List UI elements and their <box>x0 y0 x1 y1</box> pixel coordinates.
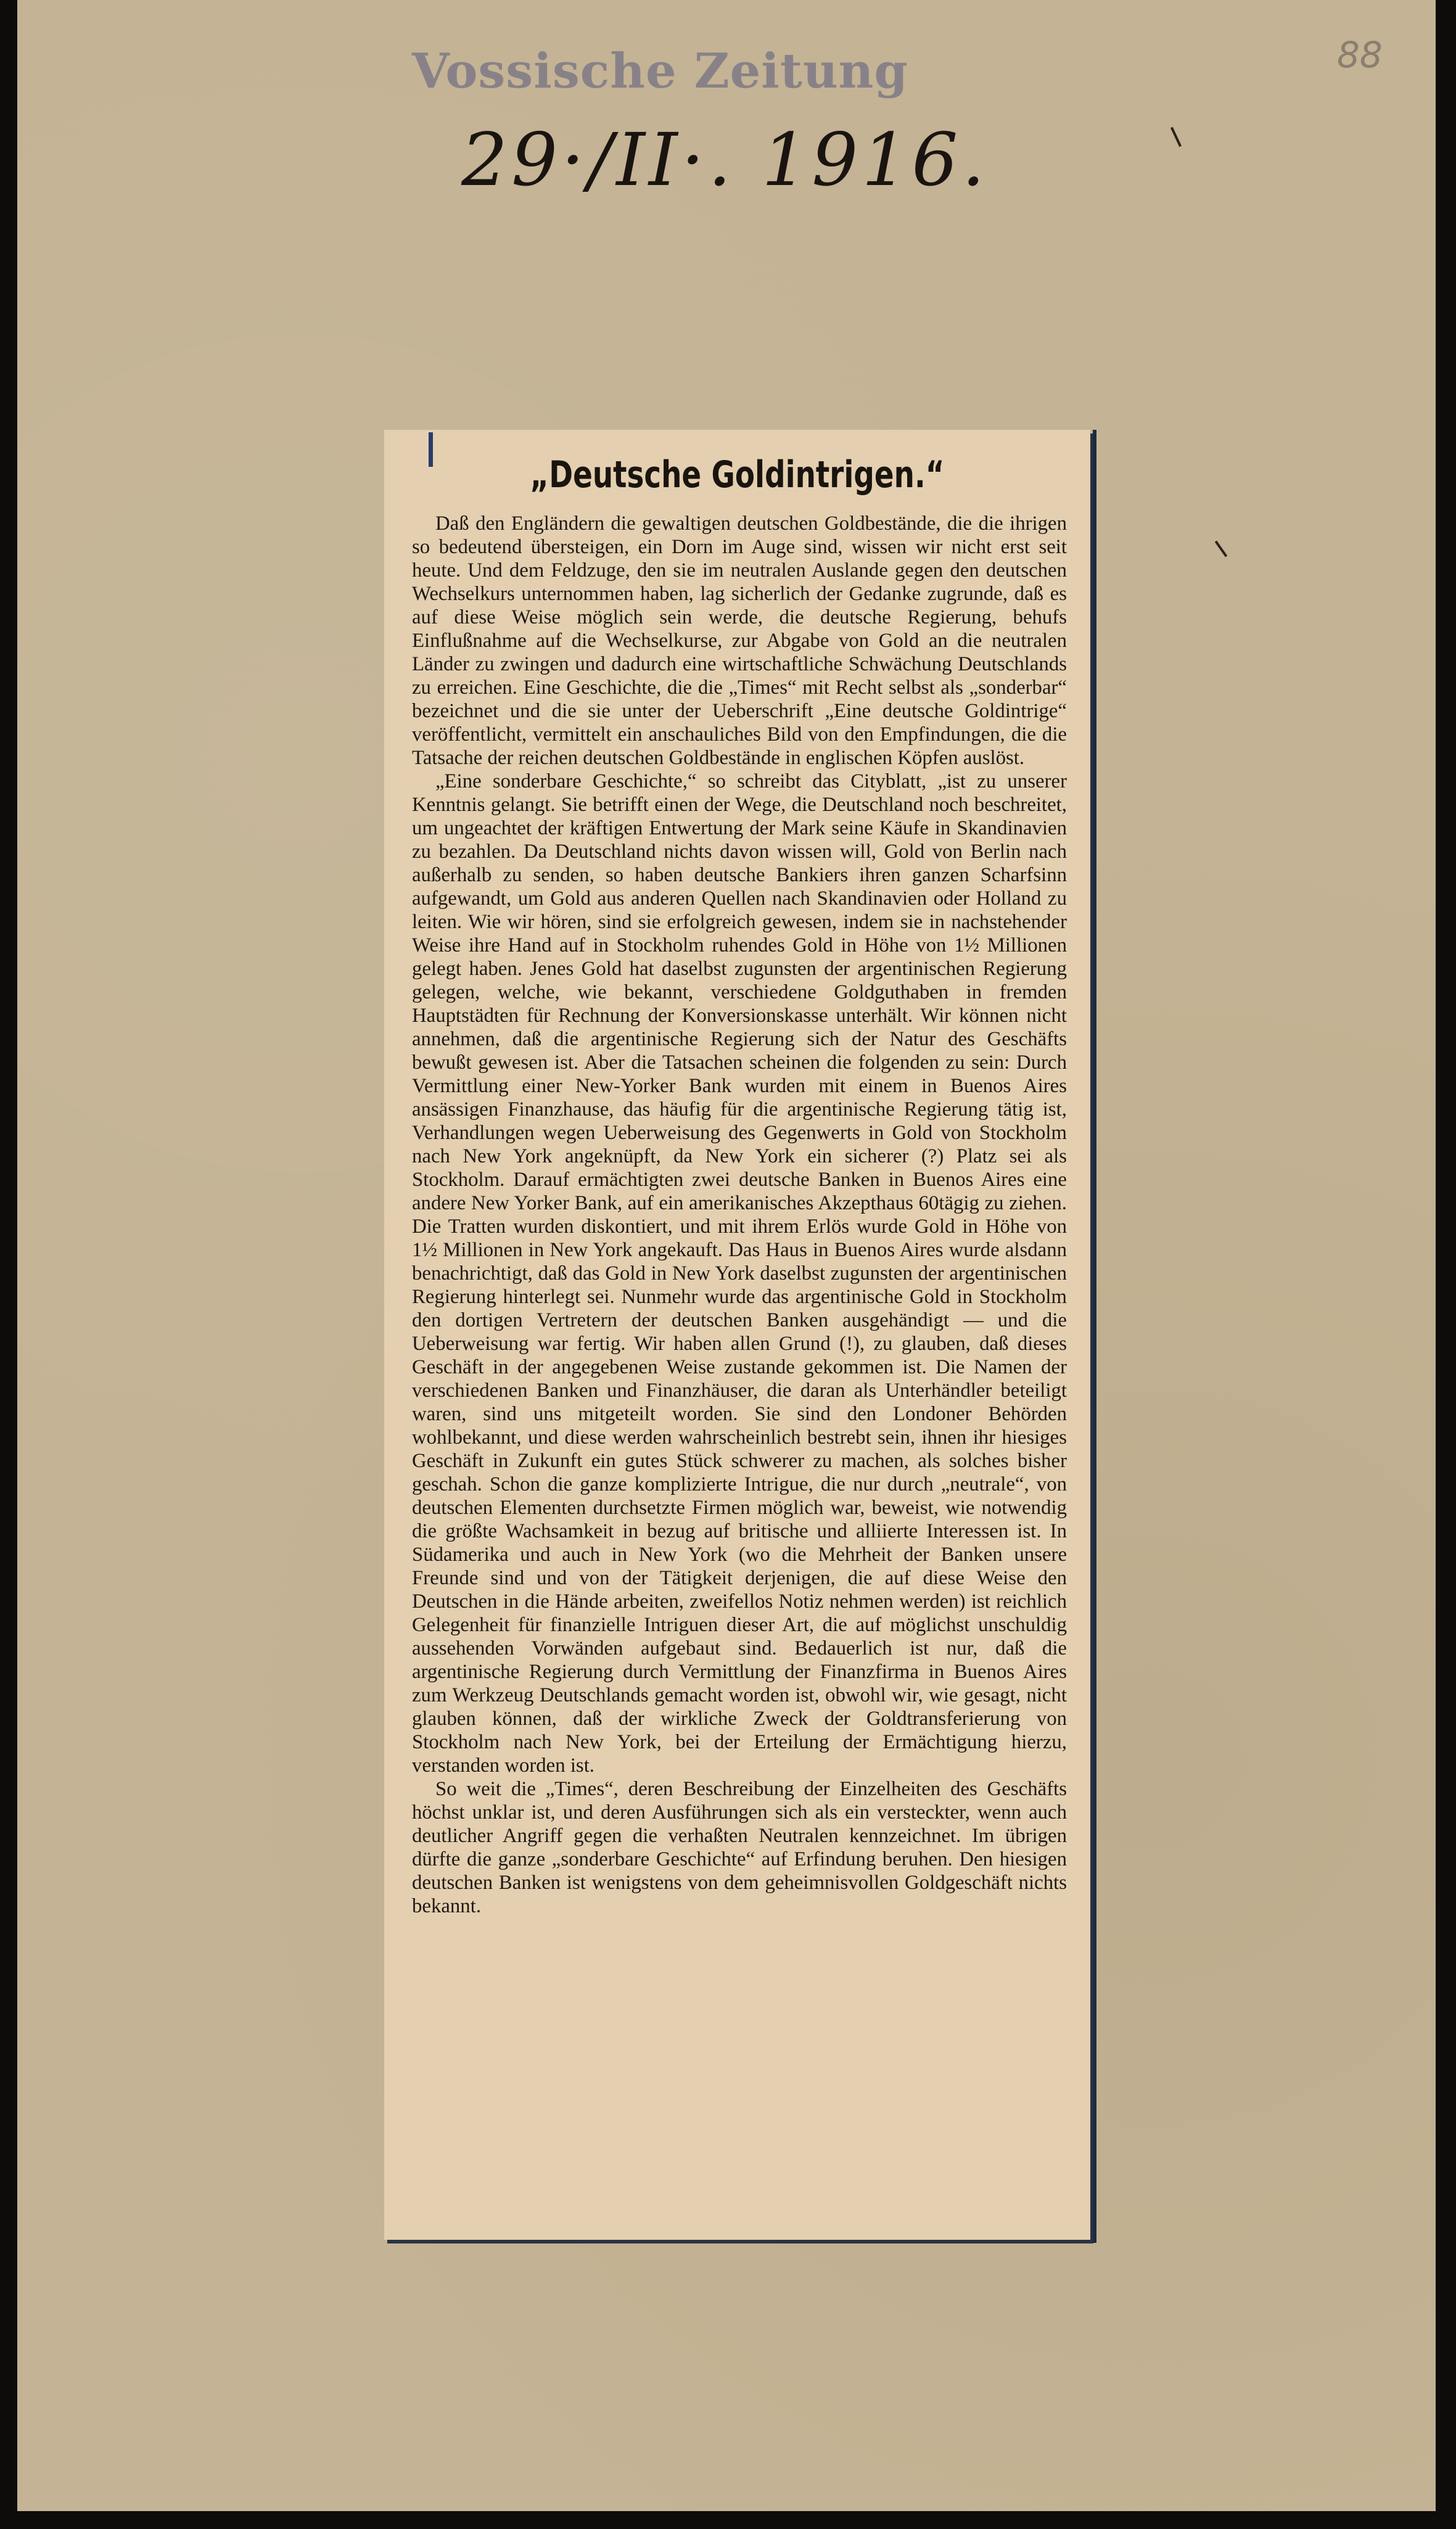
article-body <box>412 512 1067 1918</box>
article-headline: „Deutsche Goldintrigen.“ <box>530 453 945 496</box>
newspaper-clipping <box>384 430 1090 2240</box>
newspaper-stamp: Vossische Zeitung <box>412 43 908 99</box>
clipping-edge <box>1093 430 1096 2243</box>
article-paragraph: So weit die „Times“, deren Beschreibung der Einzelheiten des Geschäfts höchst unklar ist, und deren Ausführungen sich als ein versteckter, wenn auch deutlicher Angriff gegen die verhaßten Neutralen kennzeichnet. Im übrigen dürfte die ganze „sonderbare Geschichte“ auf Erfindung beruhen. Den hiesigen deutschen Banken ist wenigstens von dem geheimnisvollen Goldgeschäft nichts bekannt. <box>412 1778 1067 1917</box>
handwritten-date: 29·/II·. 1916. <box>461 117 989 202</box>
pencil-mark <box>1215 541 1227 557</box>
blue-pencil-mark <box>429 432 433 467</box>
pencil-mark <box>1170 127 1182 147</box>
archive-sheet <box>17 0 1436 2511</box>
article-paragraph: „Eine sonderbare Geschichte,“ so schreibt das Cityblatt, „ist zu unserer Kenntnis gelangt. Sie betrifft einen der Wege, die Deutschland noch beschreitet, um ungeachtet der kräftigen Entwertung der Mark seine Käufe in Skandinavien zu bezahlen. Da Deutschland nichts davon wissen will, Gold von Berlin nach außerhalb zu senden, so haben deutsche Bankiers ihren ganzen Scharfsinn aufgewandt, um Gold aus anderen Quellen nach Skandinavien oder Holland zu leiten. Wie wir hören, sind sie erfolgreich gewesen, indem sie in nachstehender Weise ihre Hand auf in Stockholm ruhendes Gold in Höhe von 1½ Millionen gelegt haben. Jenes Gold hat daselbst zugunsten der argentinischen Regierung gelegen, welche, wie bekannt, verschiedene Goldguthaben in fremden Hauptstädten für Rechnung der Konversionskasse unterhält. Wir können nicht annehmen, daß die argentinische Regierung sich der Natur des Geschäfts bewußt gewesen ist. Aber die Tatsachen scheinen die folgenden zu sein: Durch Vermittlung einer New-Yorker Bank wurden mit einem in Buenos Aires ansässigen Finanzhause, das häufig für die argentinische Regierung tätig ist, Verhandlungen wegen Ueberweisung des Gegenwerts in Gold von Stockholm nach New York angeknüpft, da New York ein sicherer (?) Platz sei als Stockholm. Darauf ermächtigten zwei deutsche Banken in Buenos Aires eine andere New Yorker Bank, auf ein amerikanisches Akzepthaus 60tägig zu ziehen. Die Tratten wurden diskontiert, und mit ihrem Erlös wurde Gold in Höhe von 1½ Millionen in New York angekauft. Das Haus in Buenos Aires wurde alsdann benachrichtigt, daß das Gold in New York daselbst zugunsten der argentinischen Regierung hinterlegt sei. Nunmehr wurde das argentinische Gold in Stockholm den dortigen Vertretern der deutschen Banken ausgehändigt — und die Ueberweisung war fertig. Wir haben allen Grund (!), zu glauben, daß dieses Geschäft in der angegebenen Weise zustande gekommen ist. Die Namen der verschiedenen Banken und Finanzhäuser, die daran als Unterhändler beteiligt waren, sind uns mitgeteilt worden. Sie sind den Londoner Behörden wohlbekannt, und diese werden wahrscheinlich bestrebt sein, ihnen ihr hiesiges Geschäft in Zukunft ein gutes Stück schwerer zu machen, als solches bisher geschah. Schon die ganze komplizierte Intrigue, die nur durch „neutrale“, von deutschen Elementen durchsetzte Firmen möglich war, beweist, wie notwendig die größte Wachsamkeit in bezug auf britische und alliierte Interessen ist. In Südamerika und auch in New York (wo die Mehrheit der Banken unsere Freunde sind und von der Tätigkeit derjenigen, die auf diese Weise den Deutschen in die Hände arbeiten, zweifellos Notiz nehmen werden) ist reichlich Gelegenheit für finanzielle Intriguen dieser Art, die auf möglichst unschuldig aussehenden Vorwänden aufgebaut sind. Bedauerlich ist nur, daß die argentinische Regierung durch Vermittlung der Finanzfirma in Buenos Aires zum Werkzeug Deutschlands gemacht worden ist, obwohl wir, wie gesagt, nicht glauben können, daß der wirkliche Zweck der Goldtransferierung von Stockholm nach New York, bei der Erteilung der Ermächtigung hierzu, verstanden worden ist. <box>412 770 1067 1777</box>
article-paragraph: Daß den Engländern die gewaltigen deutschen Goldbestände, die die ihrigen so bedeutend übersteigen, ein Dorn im Auge sind, wissen wir nicht erst seit heute. Und dem Feldzuge, den sie im neutralen Auslande gegen den deutschen Wechselkurs unternommen haben, lag sicherlich der Gedanke zugrunde, daß es auf diese Weise möglich sein werde, die deutsche Regierung, behufs Einflußnahme auf die Wechselkurse, zur Abgabe von Gold an die neutralen Länder zu zwingen und dadurch eine wirtschaftliche Schwächung Deutschlands zu erreichen. Eine Geschichte, die die „Times“ mit Recht selbst als „sonderbar“ bezeichnet und die sie unter der Ueberschrift „Eine deutsche Goldintrige“ veröffentlicht, vermittelt ein anschauliches Bild von den Empfindungen, die die Tatsache der reichen deutschen Goldbestände in englischen Köpfen auslöst. <box>412 512 1067 769</box>
archive-number: 88 <box>1337 34 1383 76</box>
